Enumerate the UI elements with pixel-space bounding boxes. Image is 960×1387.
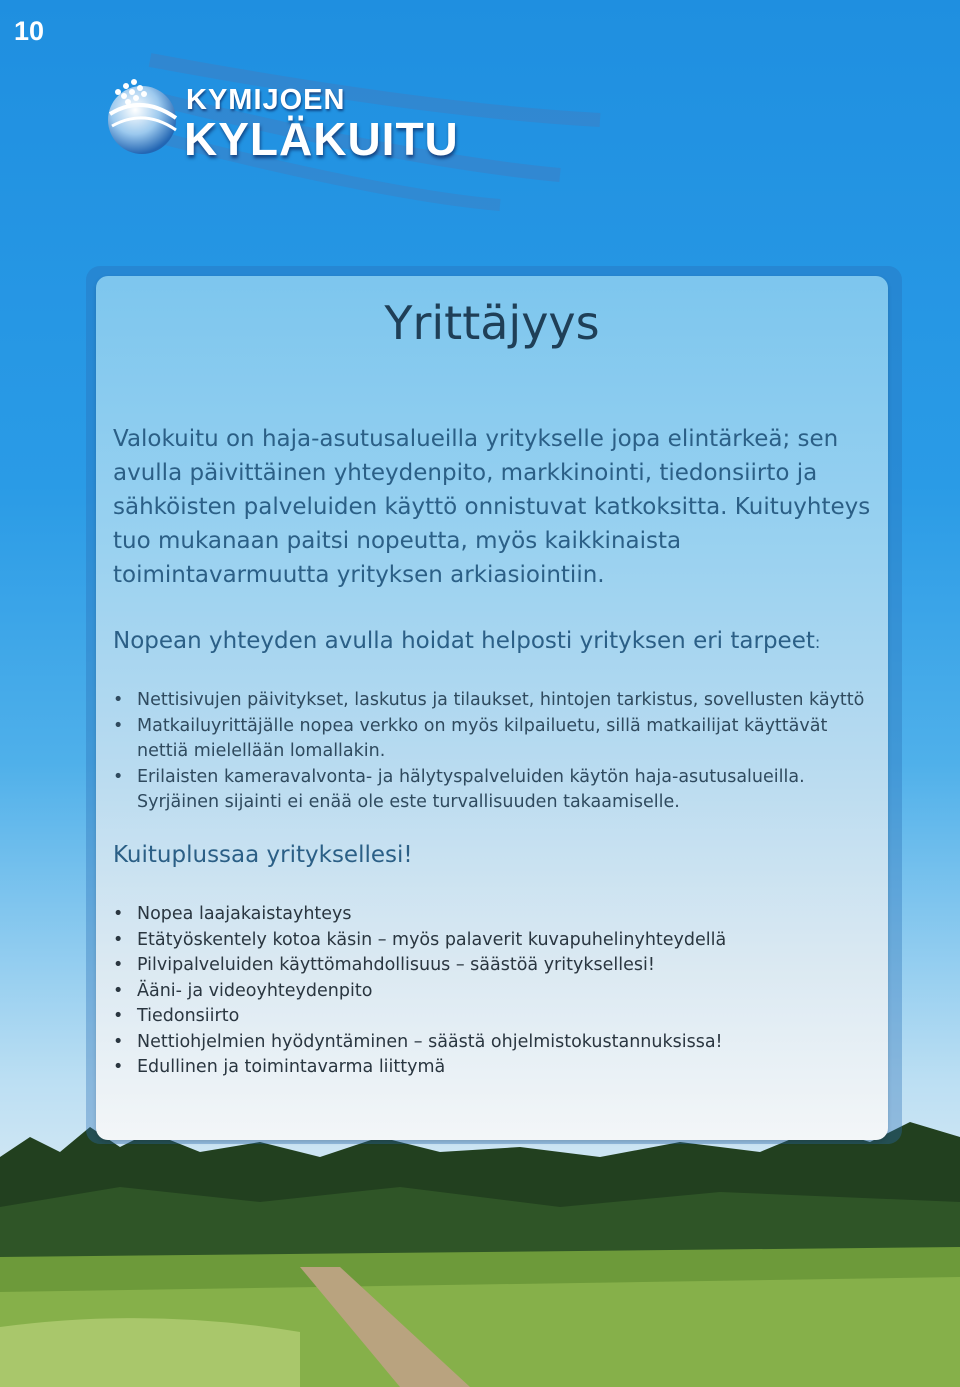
needs-list: [113, 688, 878, 816]
plus-list: [113, 902, 878, 1081]
kymijoen-kylakuitu-logo: [88, 62, 608, 222]
list-item: • Matkailuyrittäjälle nopea verkko on myös kilpailuetu, sillä matkailijat käyttävät nettiä mielellään lomallakin.: [113, 714, 878, 765]
list-item: • Pilvipalveluiden käyttömahdollisuus – säästöä yrityksellesi!: [113, 953, 878, 979]
list-item: • Edullinen ja toimintavarma liittymä: [113, 1055, 878, 1081]
list-item: • Tiedonsiirto: [113, 1004, 878, 1030]
list-item: • Erilaisten kameravalvonta- ja hälytyspalveluiden käytön haja-asutusalueilla. Syrjäinen sijainti ei enää ole este turvallisuuden takaamiselle.: [113, 765, 878, 816]
landscape-background: [0, 1117, 960, 1387]
content-card: [96, 276, 888, 1140]
list-item: • Nettisivujen päivitykset, laskutus ja tilaukset, hintojen tarkistus, sovellusten käyttö: [113, 688, 878, 714]
list-item: • Etätyöskentely kotoa käsin – myös palaverit kuvapuhelinyhteydellä: [113, 928, 878, 954]
logo-text-kymijoen: KYMIJOEN: [186, 84, 346, 116]
page-number: 10: [14, 16, 45, 46]
intro-paragraph: Valokuitu on haja-asutusalueilla yritykselle jopa elintärkeä; sen avulla päivittäinen yhteydenpito, markkinointi, tiedonsiirto ja sähköisten palveluiden käyttö onnistuvat katkoksitta. Kuituyhteys tuo mukanaan paitsi nopeutta, myös kaikkinaista toimintavarmuutta yrityksen arkiasiointiin.: [113, 426, 871, 588]
needs-heading-colon: :: [814, 633, 821, 652]
page-title: Yrittäjyys: [384, 296, 600, 350]
logo-text-kylakuitu: KYLÄKUITU: [184, 113, 459, 165]
list-item: • Ääni- ja videoyhteydenpito: [113, 979, 878, 1005]
plus-heading: Kuituplussaa yrityksellesi!: [113, 842, 413, 868]
globe-logo-icon: [98, 74, 182, 158]
needs-heading: [113, 628, 820, 654]
list-item: • Nopea laajakaistayhteys: [113, 902, 878, 928]
list-item: • Nettiohjelmien hyödyntäminen – säästä ohjelmistokustannuksissa!: [113, 1030, 878, 1056]
needs-heading-text: Nopean yhteyden avulla hoidat helposti yrityksen eri tarpeet: [113, 628, 815, 654]
